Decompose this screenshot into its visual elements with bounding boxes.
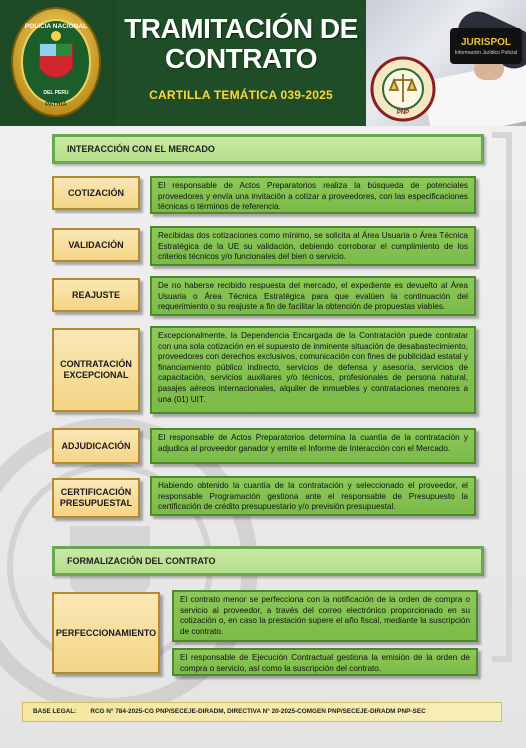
logo-text-top: POLICIA NACIONAL	[24, 23, 88, 30]
label-certificacion-presupuestal: CERTIFICACIÓN PRESUPUESTAL	[52, 478, 140, 518]
brand-tagline: Información Jurídico Policial	[454, 50, 518, 56]
desc-validacion: Recibidas dos cotizaciones como mínimo, se solicita al Área Usuaria o Área Técnica Estratégica de la UE su validación, debiendo corroborar el cumplimiento de los criterios técnicos y/o funcionales del bien o servicio.	[150, 226, 476, 266]
desc-adjudicacion: El responsable de Actos Preparatorios determina la cuantía de la contratación y adjudica al proveedor ganador y emite el Informe de Interacción con el Mercado.	[150, 428, 476, 464]
label-perfeccionamiento: PERFECCIONAMIENTO	[52, 592, 160, 674]
header-banner	[0, 0, 526, 126]
header-photo	[366, 0, 526, 126]
label-reajuste: REAJUSTE	[52, 278, 140, 312]
decorative-frame	[492, 132, 512, 662]
header-logo-area	[0, 0, 116, 126]
label-cotizacion: COTIZACIÓN	[52, 176, 140, 210]
page-title-line2: CONTRATO	[164, 43, 318, 74]
page-subtitle: CARTILLA TEMÁTICA 039-2025	[149, 88, 333, 102]
title-block	[116, 0, 366, 126]
base-legal-text: RCG N° 784-2025-CG PNP/SECEJE-DIRADM, DIRECTIVA N° 20-2025-COMGEN PNP/SECEJE-DIRADM PNP-SEC	[90, 708, 426, 715]
desc-reajuste: De no haberse recibido respuesta del mercado, el expediente es devuelto al Área Usuaria o Área Técnica Estratégica para que evalúen la continuación del requerimiento o su reajuste a fin de facilitar la obtención de propuestas viables.	[150, 276, 476, 316]
logo-text-bottom: PATRIA	[45, 102, 67, 108]
desc-contratacion-excepcional: Excepcionalmente, la Dependencia Encargada de la Contratación puede contratar con una sola cotización en el supuesto de inminente situación de desabastecimiento, proveedores con derechos exclusivos, comunicación con fines de publicidad estatal y financiamiento público indirecto, servicios de defensa y asesoría, servicios de capacitación, servicios auxiliares y/o técnicos, profesionales de persona natural, pasajes aéreos internacionales, alquiler de inmuebles y contrataciones menores a una (01) UIT.	[150, 326, 476, 414]
section-title-interaccion: INTERACCIÓN CON EL MERCADO	[52, 134, 484, 164]
desc-perfeccionamiento-1: El contrato menor se perfecciona con la notificación de la orden de compra o servicio al proveedor, a través del correo electrónico proporcionado en su cotización o, en caso la prestación supere el año fiscal, mediante la suscripción de contrato.	[172, 590, 478, 642]
label-validacion: VALIDACIÓN	[52, 228, 140, 262]
base-legal-footer	[22, 702, 502, 722]
page-title-line1: TRAMITACIÓN DE	[124, 13, 358, 44]
police-shield-logo-icon	[10, 6, 102, 118]
desc-perfeccionamiento-2: El responsable de Ejecución Contractual gestiona la emisión de la orden de compra o servicio, así como la suscripción del contrato.	[172, 648, 478, 676]
legal-direction-seal-icon	[370, 56, 436, 122]
desc-cotizacion: El responsable de Actos Preparatorios realiza la búsqueda de potenciales proveedores y envía una invitación a cotizar a proveedores, con las especificaciones técnicas o términos de referencia.	[150, 176, 476, 214]
seal-abbr: PNP	[396, 110, 410, 116]
section-title-formalizacion: FORMALIZACIÓN DEL CONTRATO	[52, 546, 484, 576]
logo-text-mid: DEL PERU	[43, 90, 69, 96]
label-contratacion-excepcional: CONTRATACIÓN EXCEPCIONAL	[52, 328, 140, 412]
desc-certificacion-presupuestal: Habiendo obtenido la cuantía de la contratación y seleccionado el proveedor, el responsable Programación gestiona ante el responsable de Presupuesto la certificación de crédito presupuestario y/o previsión presupuestal.	[150, 476, 476, 516]
base-legal-label: BASE LEGAL:	[33, 708, 77, 715]
brand-name: JURISPOL	[460, 37, 511, 48]
label-adjudicacion: ADJUDICACIÓN	[52, 428, 140, 464]
jurispol-brand	[450, 28, 522, 64]
